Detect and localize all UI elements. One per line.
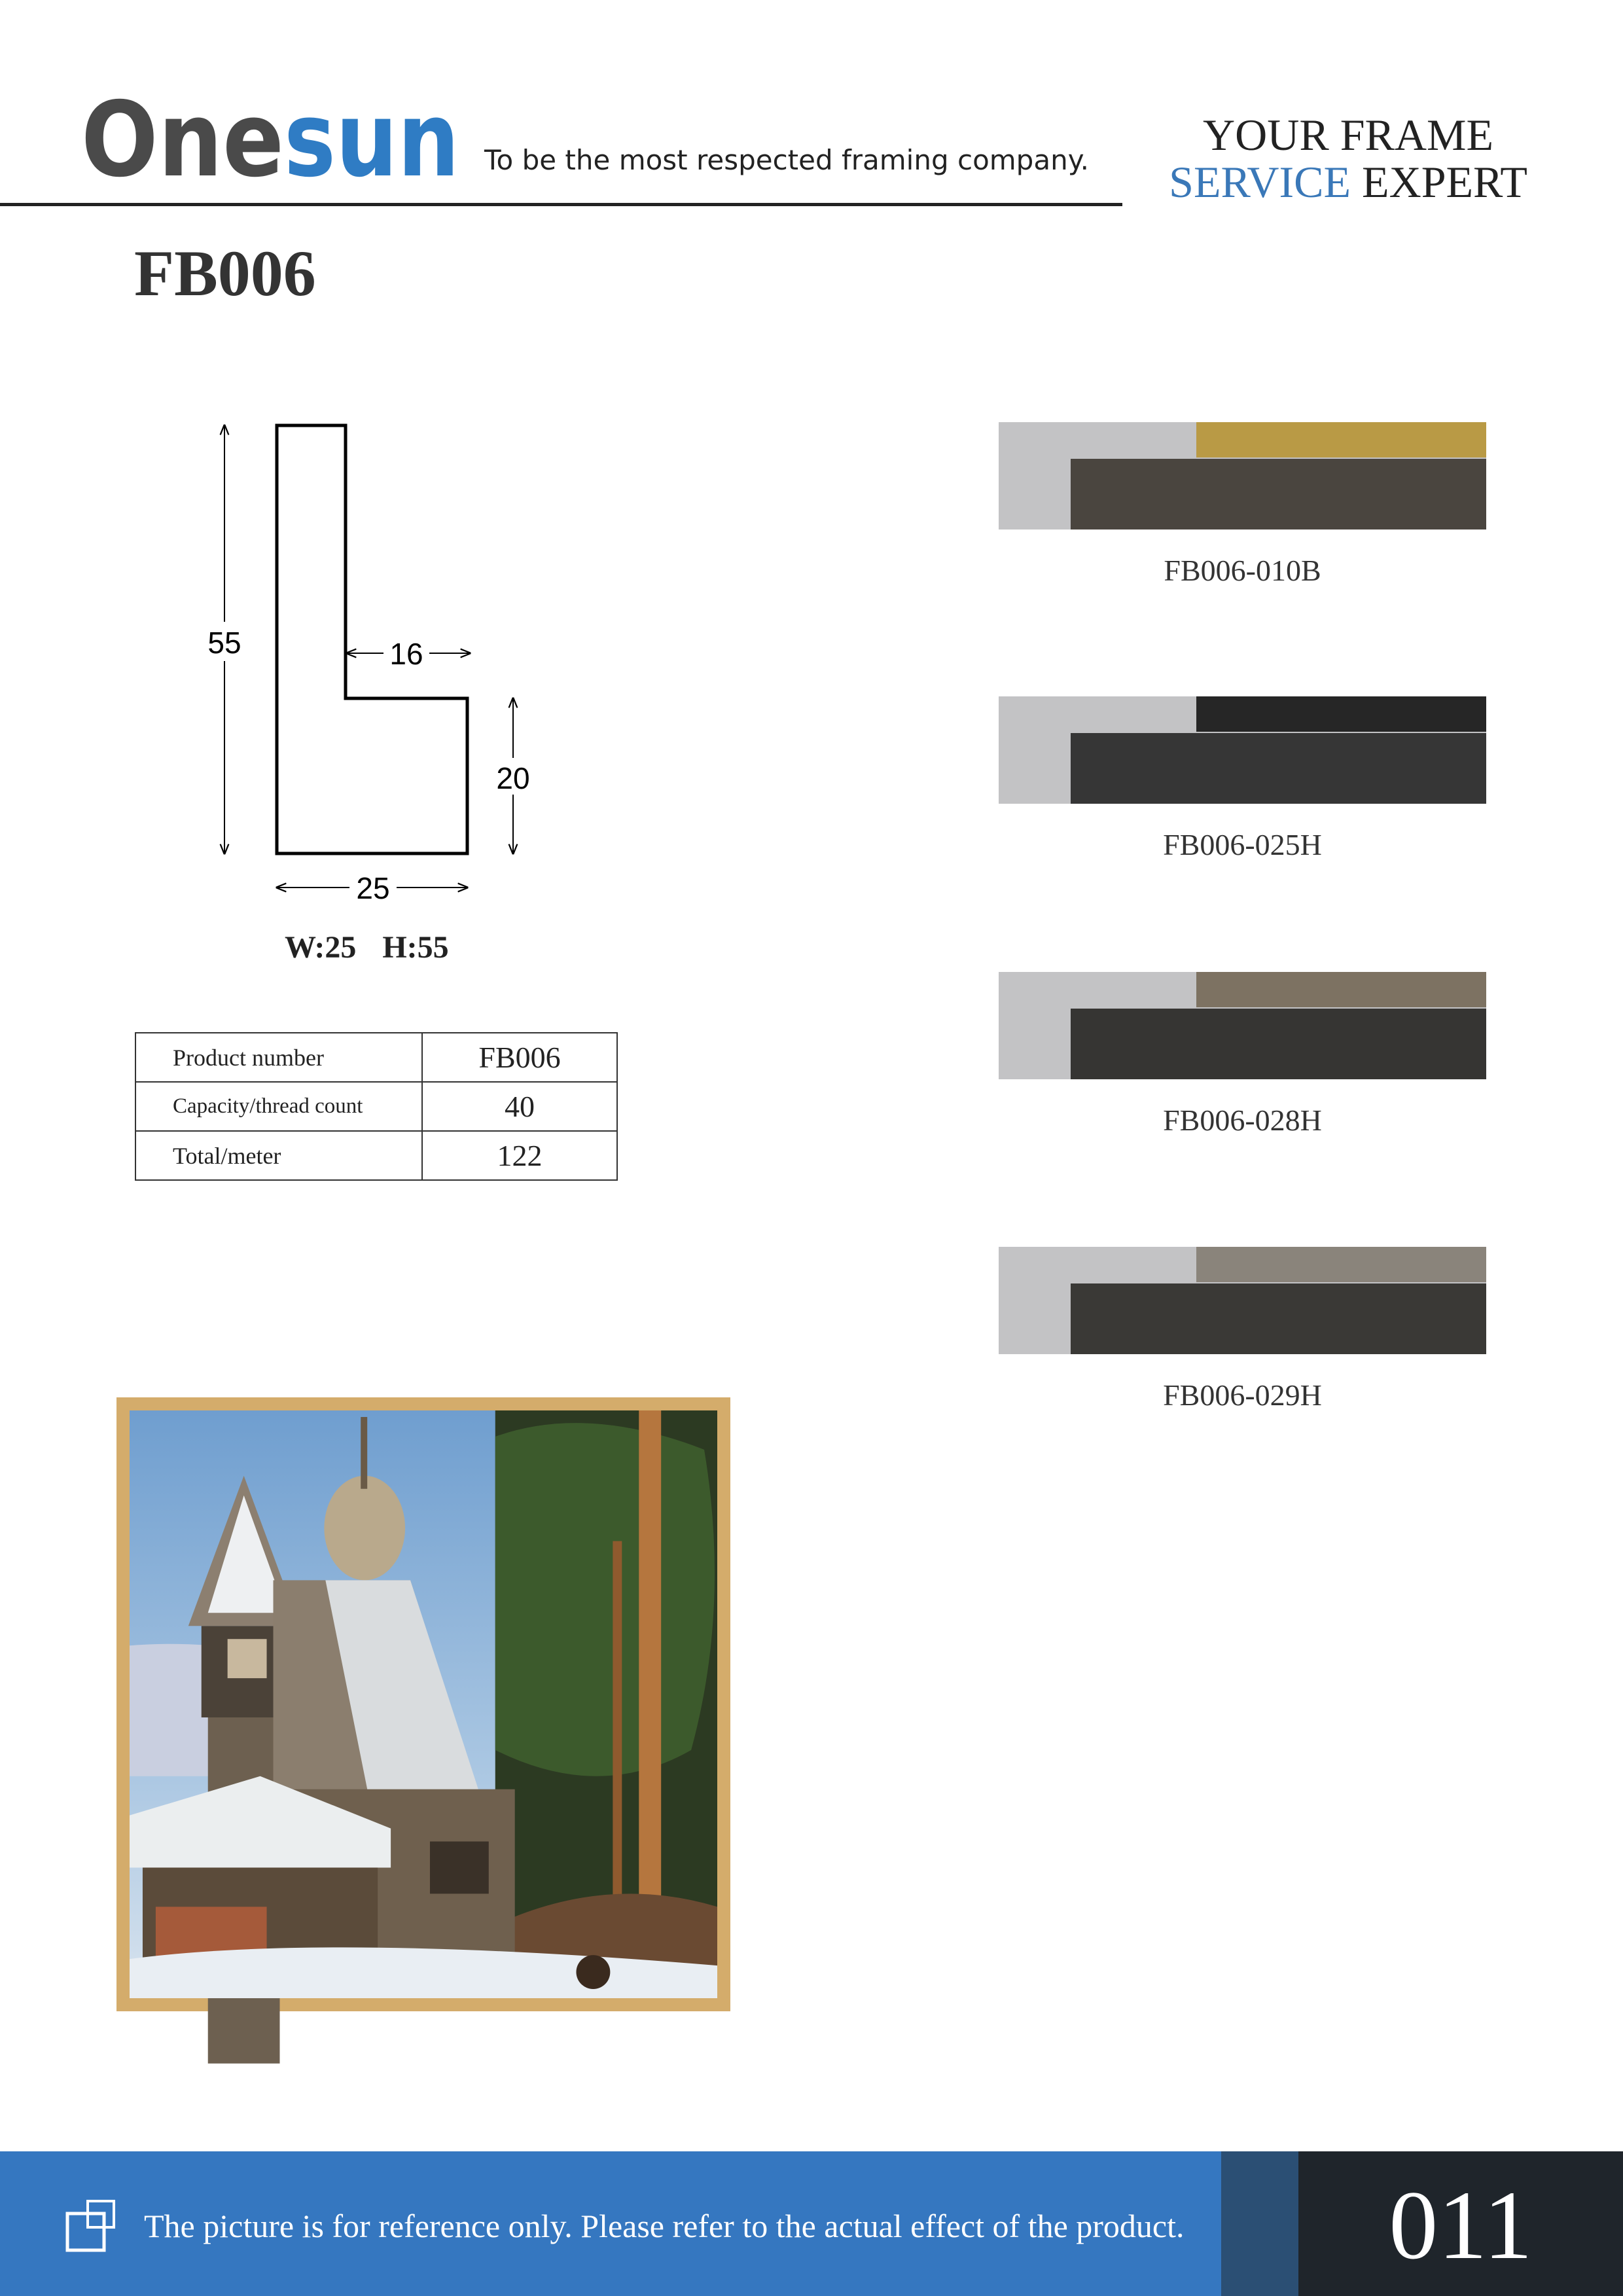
slogan-line-1: YOUR FRAME — [1203, 110, 1493, 160]
slogan-accent: SERVICE — [1169, 157, 1351, 207]
swatch-body — [1071, 1009, 1486, 1079]
slogan-rest: EXPERT — [1362, 157, 1527, 207]
spec-label: Capacity/thread count — [135, 1082, 422, 1131]
swatch-top-face — [1196, 972, 1486, 1007]
swatch-code: FB006-029H — [1163, 1378, 1322, 1412]
dimensions-caption — [285, 929, 449, 965]
swatch-code: FB006-028H — [1163, 1103, 1322, 1137]
table-row — [135, 1082, 617, 1131]
spec-value: FB006 — [422, 1033, 617, 1082]
spec-label: Product number — [135, 1033, 422, 1082]
swatch-body — [1071, 733, 1486, 804]
dim-label-20: 20 — [496, 761, 530, 795]
onesun-logo — [81, 80, 461, 200]
finish-swatch — [999, 972, 1486, 1079]
spec-value: 122 — [422, 1131, 617, 1180]
caption-width: W:25 — [285, 930, 357, 965]
page-number: 011 — [1389, 2171, 1533, 2280]
profile-outline — [277, 425, 467, 853]
finish-swatch — [999, 696, 1486, 804]
dim-label-16: 16 — [389, 637, 423, 671]
logo-sun: sun — [284, 80, 459, 200]
swatch-code: FB006-025H — [1163, 828, 1322, 861]
header-divider — [0, 203, 1122, 206]
church-photo — [130, 1410, 717, 1998]
swatch-body — [1071, 1283, 1486, 1354]
dim-label-55: 55 — [207, 626, 241, 660]
swatch-top-face — [1196, 696, 1486, 732]
swatch-top-face — [1196, 422, 1486, 457]
swatch-body — [1071, 459, 1486, 529]
slogan-line-2 — [1152, 158, 1544, 206]
spec-value: 40 — [422, 1082, 617, 1131]
dim-label-25: 25 — [356, 871, 390, 905]
swatch-code: FB006-010B — [1164, 554, 1321, 587]
finish-swatch — [999, 422, 1486, 529]
profile-drawing — [190, 406, 556, 916]
spec-label: Total/meter — [135, 1131, 422, 1180]
tagline: To be the most respected framing company. — [484, 144, 1089, 176]
footer-disclaimer: The picture is for reference only. Please refer to the actual effect of the product. — [144, 2208, 1185, 2244]
table-row — [135, 1033, 617, 1082]
slogan — [1152, 111, 1544, 206]
caption-height: H:55 — [382, 930, 449, 965]
squares-icon — [65, 2199, 120, 2254]
footer-band-accent — [1221, 2151, 1298, 2296]
spec-table — [135, 1032, 618, 1181]
product-title: FB006 — [134, 237, 316, 310]
swatch-top-face — [1196, 1247, 1486, 1282]
framed-photo-example — [116, 1397, 730, 2011]
logo-one: One — [81, 80, 284, 200]
table-row — [135, 1131, 617, 1180]
finish-swatch — [999, 1247, 1486, 1354]
